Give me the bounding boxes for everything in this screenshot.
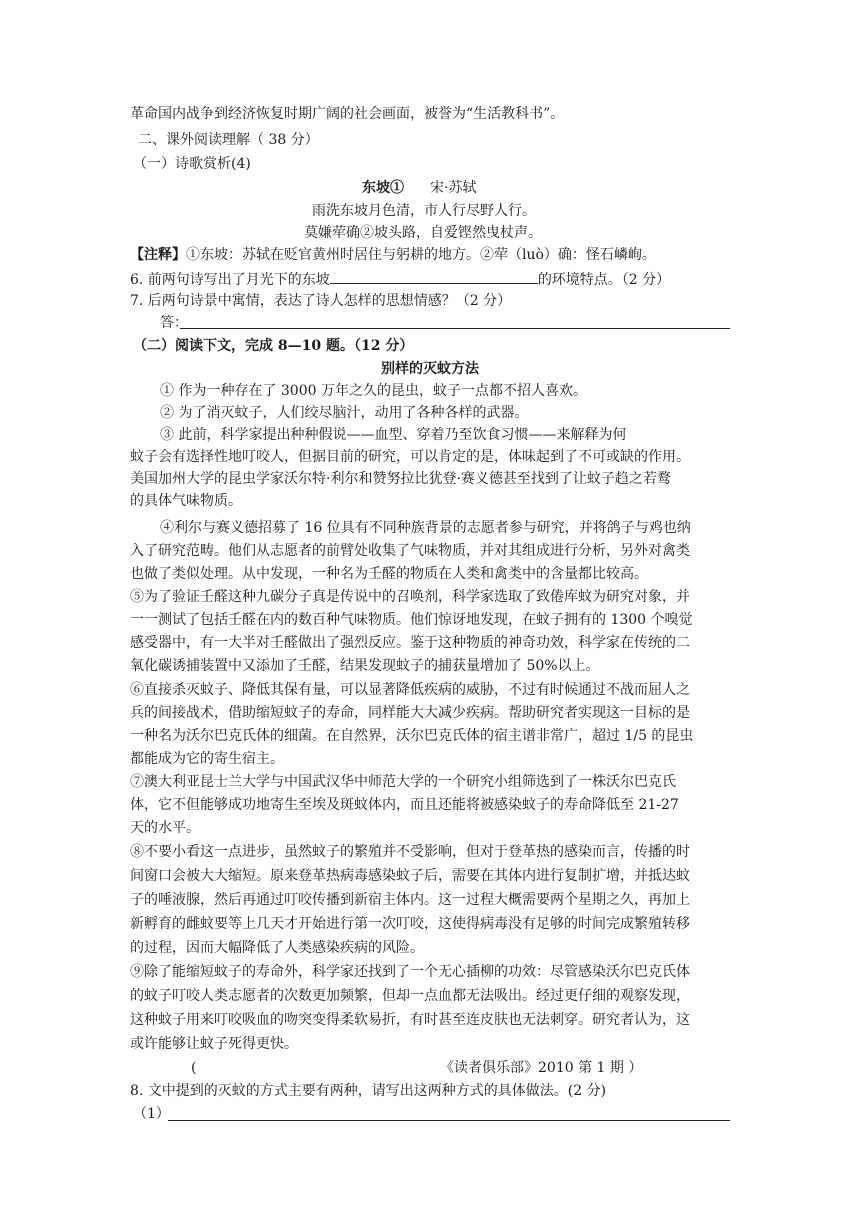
paragraph-line: ⑨除了能缩短蚊子的寿命外，科学家还找到了一个无心插柳的功效：尽管感染沃尔巴克氏体 [130,964,690,980]
poem-line: 雨洗东坡月色清，市人行尽野人行。 [312,203,536,219]
question-6: 6. 前两句诗写出了月光下的东坡 的环境特点。（2 分） [130,268,670,290]
question-8: 8. 文中提到的灭蚊的方式主要有两种，请写出这两种方式的具体做法。(2 分) [130,1083,607,1099]
answer-label: （1） [133,1106,170,1122]
paragraph-line: 的过程，因而大幅降低了人类感染疾病的风险。 [130,940,424,956]
answer-label: 答： [160,315,188,331]
paragraph-line: 新孵育的雌蚊要等上几天才开始进行第一次叮咬，这使得病毒没有足够的时间完成繁殖转移 [130,916,690,932]
paragraph-line: 氧化碳诱捕装置中又添加了壬醛，结果发现蚊子的捕获量增加了 50%以上。 [130,658,600,674]
answer-line[interactable] [168,1120,730,1121]
paragraph-line: 入了研究范畴。他们从志愿者的前臂处收集了气味物质，并对其组成进行分析，另外对禽类 [130,543,690,559]
paragraph-line: 都能成为它的寄生宿主。 [130,751,284,767]
article-title: 别样的灭蚊方法 [381,361,479,377]
paragraph-line: ⑧不要小看这一点进步，虽然蚊子的繁殖并不受影响，但对于登革热的感染而言，传播的时 [130,844,690,860]
text-line: 革命国内战争到经济恢复时期广阔的社会画面，被誉为“生活教科书”。 [130,106,565,122]
paragraph-line: 间窗口会被大大缩短。原来登革热病毒感染蚊子后，需要在其体内进行复制扩增，并抵达蚊 [130,868,690,884]
subsection-heading: （一）诗歌赏析(4) [133,156,251,172]
source-paren: ( [191,1060,197,1076]
paragraph-line: 这种蚊子用来叮咬吸血的吻突变得柔软易折，有时甚至连皮肤也无法刺穿。研究者认为，这 [130,1012,690,1028]
paragraph-line: ④利尔与赛义德招募了 16 位具有不同种族背景的志愿者参与研究，并将鸽子与鸡也纳 [160,520,691,536]
subsection-heading: （二）阅读下文，完成 8—10 题。（12 分） [133,338,414,354]
paragraph-line: 体，它不但能够成功地寄生至埃及斑蚊体内，而且还能将被感染蚊子的寿命降低至 21-27 [130,797,679,813]
paragraph-line: ① 作为一种存在了 3000 万年之久的昆虫，蚊子一点都不招人喜欢。 [160,383,587,399]
paragraph-line: ③ 此前，科学家提出种种假说——血型、穿着乃至饮食习惯——来解释为何 [160,427,627,443]
poem-title-line [362,178,476,198]
paragraph-line: 子的唾液腺，然后再通过叮咬传播到新宿主体内。这一过程大概需要两个星期之久，再加上 [130,892,690,908]
source-citation: 《读者俱乐部》2010 第 1 期 ） [440,1060,643,1076]
poem-note [130,245,656,265]
paragraph-line: 的具体气味物质。 [130,493,242,509]
paragraph-line: 天的水平。 [130,820,200,836]
section-heading: 二、课外阅读理解（ 38 分） [138,132,319,148]
paragraph-line: 美国加州大学的昆虫学家沃尔特·利尔和赞努拉比犹登·赛义德甚至找到了让蚊子趋之若鹜 [130,471,671,487]
question-7: 7. 后两句诗景中寓情，表达了诗人怎样的思想情感？（2 分） [130,293,512,309]
paragraph-line: 蚊子会有选择性地叮咬人，但据目前的研究，可以肯定的是，体味起到了不可或缺的作用。 [130,449,690,465]
paragraph-line: 兵的间接战术，借助缩短蚊子的寿命，同样能大大减少疾病。帮助研究者实现这一目标的是 [130,705,690,721]
paragraph-line: 或许能够让蚊子死得更快。 [130,1036,298,1052]
paragraph-line: ② 为了消灭蚊子，人们绞尽脑汁，动用了各种各样的武器。 [160,405,529,421]
paragraph-line: 一种名为沃尔巴克氏体的细菌。在自然界，沃尔巴克氏体的宿主谱非常广，超过 1/5 的昆虫 [130,728,694,744]
paragraph-line: ⑥直接杀灭蚊子、降低其保有量，可以显著降低疾病的威胁，不过有时候通过不战而屈人之 [130,682,690,698]
paragraph-line: ⑤为了验证壬醛这种九碳分子真是传说中的召唤剂，科学家选取了致倦库蚊为研究对象，并 [130,589,690,605]
answer-blank[interactable] [330,268,538,284]
poem-author: 宋·苏轼 [430,180,477,196]
paragraph-line: 一一测试了包括壬醛在内的数百种气味物质。他们惊讶地发现，在蚊子拥有的 1300 个嗅觉 [130,612,693,628]
answer-line[interactable] [180,328,730,329]
paragraph-line: 的蚊子叮咬人类志愿者的次数更加频繁，但却一点血都无法吸出。经过更仔细的观察发现， [130,988,690,1004]
note-text: ①东坡：苏轼在贬官黄州时居住与躬耕的地方。②荦（luò）确：怪石嶙峋。 [186,247,656,263]
poem-line: 莫嫌荦确②坡头路，自爱铿然曳杖声。 [304,225,542,241]
poem-title: 东坡① [362,180,404,196]
note-label: 【注释】 [130,247,186,263]
paragraph-line: 感受器中，有一大半对壬醛做出了强烈反应。鉴于这种物质的神奇功效，科学家在传统的二 [130,635,690,651]
paragraph-line: 也做了类似处理。从中发现，一种名为壬醛的物质在人类和禽类中的含量都比较高。 [130,566,648,582]
paragraph-line: ⑦澳大利亚昆士兰大学与中国武汉华中师范大学的一个研究小组筛选到了一株沃尔巴克氏 [130,774,676,790]
